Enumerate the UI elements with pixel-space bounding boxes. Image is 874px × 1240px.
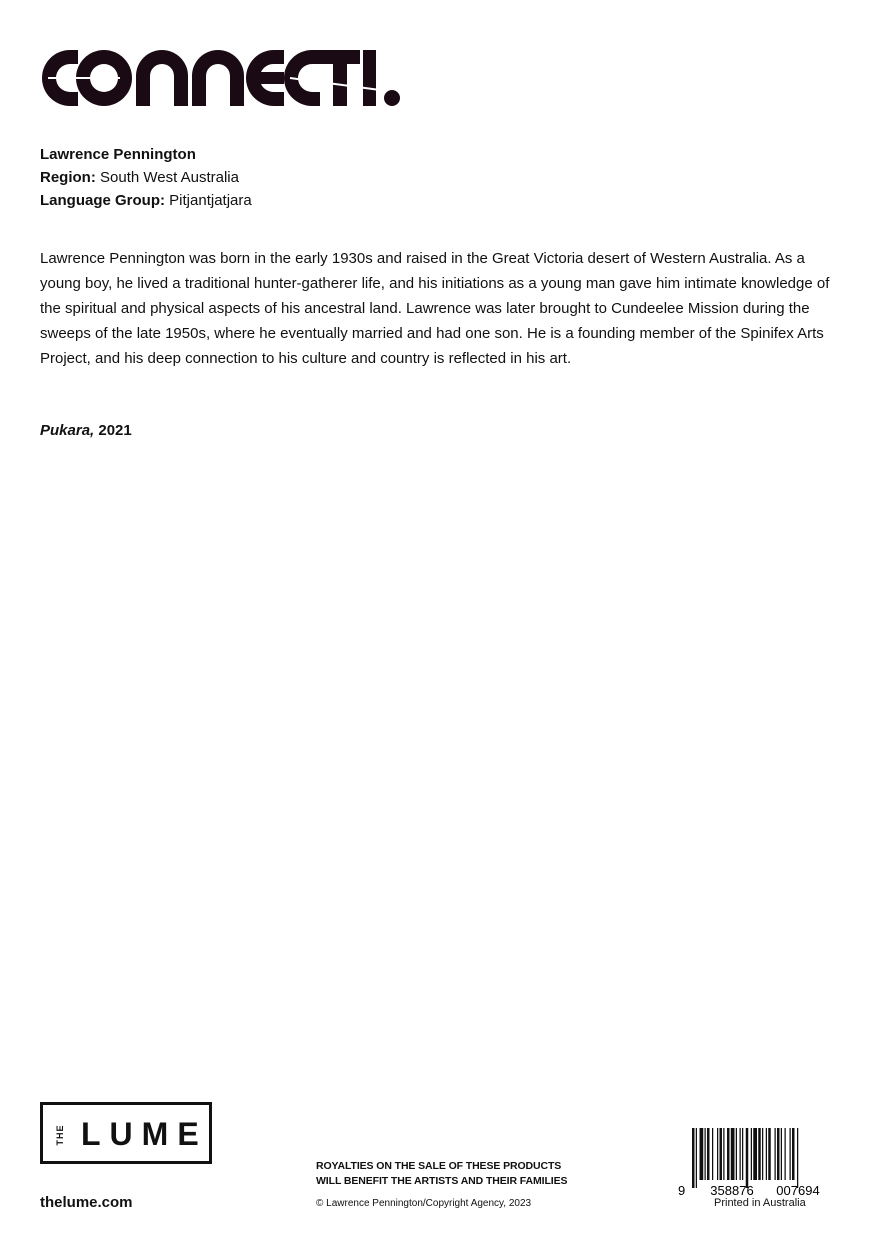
barcode-bar [727, 1128, 730, 1180]
lume-logo-the: THE [55, 1124, 65, 1146]
barcode-bar [731, 1128, 735, 1180]
barcode-bar [790, 1128, 791, 1180]
artwork-year: 2021 [98, 422, 132, 439]
barcode-bar [781, 1128, 782, 1180]
barcode-bar [742, 1128, 743, 1180]
barcode-digits-right: 007694 [776, 1183, 820, 1198]
barcode-bar [712, 1128, 713, 1180]
barcode-bar [768, 1128, 771, 1180]
artist-name: Lawrence Pennington [40, 146, 196, 163]
barcode-bar [707, 1128, 710, 1180]
royalties-notice [316, 1159, 567, 1189]
barcode-bar [762, 1128, 763, 1180]
barcode-bar [700, 1128, 704, 1180]
barcode-bar [717, 1128, 718, 1180]
royalties-line-2: WILL BENEFIT THE ARTISTS AND THEIR FAMILIES [316, 1175, 568, 1187]
artwork-title: Pukara, [40, 422, 95, 439]
barcode-bar [723, 1128, 724, 1180]
barcode-digit-first: 9 [678, 1183, 686, 1198]
lume-logo-word: LUME [81, 1116, 208, 1152]
barcode-bar [705, 1128, 706, 1180]
barcode-bar [785, 1128, 786, 1180]
region-value: South West Australia [100, 169, 239, 186]
barcode [674, 1128, 838, 1198]
barcode-bar [758, 1128, 761, 1180]
barcode-bar [792, 1128, 795, 1180]
barcode-bar [777, 1128, 780, 1180]
copyright-notice: © Lawrence Pennington/Copyright Agency, 2023 [316, 1198, 532, 1209]
connection-logo [40, 48, 400, 108]
language-label: Language Group: [40, 192, 165, 209]
artwork-caption [40, 422, 132, 439]
barcode-bar [751, 1128, 752, 1180]
barcode-bar [775, 1128, 776, 1180]
barcode-bar [740, 1128, 741, 1180]
region-label: Region: [40, 169, 96, 186]
barcode-bar [720, 1128, 723, 1180]
printed-in: Printed in Australia [714, 1197, 806, 1209]
barcode-bar [696, 1128, 697, 1188]
barcode-bar [797, 1128, 798, 1188]
the-lume-logo [40, 1102, 212, 1164]
language-value: Pitjantjatjara [169, 192, 252, 209]
barcode-bar [692, 1128, 695, 1188]
barcode-bar [736, 1128, 737, 1180]
barcode-bar [766, 1128, 767, 1180]
barcode-bar [746, 1128, 749, 1188]
artist-bio: Lawrence Pennington was born in the early 1930s and raised in the Great Victoria desert of Western Australia. As a young boy, he lived a traditional hunter-gatherer life, and his initiations as a young man gave him intimate knowledge of the spiritual and physical aspects of his ancestral land. Lawrence was later brought to Cundeelee Mission during the sweeps of the late 1950s, where he eventually married and had one son. He is a founding member of the Spinifex Arts Project, and his deep connection to his culture and country is reflected in his art. [40, 250, 830, 367]
website-link[interactable]: thelume.com [40, 1194, 133, 1211]
artist-meta [40, 143, 252, 212]
royalties-line-1: ROYALTIES ON THE SALE OF THESE PRODUCTS [316, 1160, 562, 1172]
barcode-digits-left: 358876 [710, 1183, 754, 1198]
barcode-bar [753, 1128, 757, 1180]
